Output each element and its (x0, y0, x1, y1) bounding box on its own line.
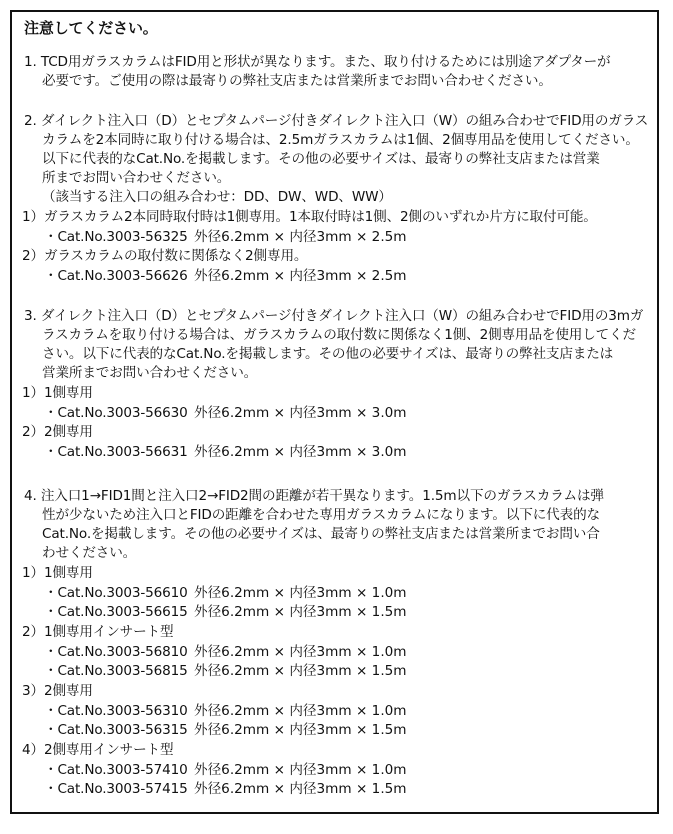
cat-number: ・Cat.No.3003-56810 (44, 644, 188, 660)
section-2-line-3: 以下に代表的なCat.No.を掲載します。その他の必要サイズは、最寄りの弊社支店または営業 (42, 151, 600, 167)
cat-number: ・Cat.No.3003-56631 (44, 444, 188, 460)
size-spec: 外径6.2mm × 内径3mm × 1.5m (194, 663, 407, 679)
notice-frame (10, 10, 659, 814)
section-2-line-2: カラムを2本同時に取り付ける場合は、2.5mガラスカラムは1個、2個専用品を使用してください。 (42, 132, 639, 148)
cat-number: ・Cat.No.3003-56815 (44, 663, 188, 679)
section-3-line-1: 3. ダイレクト注入口（D）とセプタムパージ付きダイレクト注入口（W）の組み合わせでFID用の3mガ (24, 308, 644, 324)
section-2-line-1: 2. ダイレクト注入口（D）とセプタムパージ付きダイレクト注入口（W）の組み合わせでFID用のガラス (24, 113, 649, 129)
notice-title: 注意してください。 (24, 19, 158, 37)
size-spec: 外径6.2mm × 内径3mm × 3.0m (194, 444, 407, 460)
size-spec: 外径6.2mm × 内径3mm × 3.0m (194, 405, 407, 421)
section-1-line-1: 1. TCD用ガラスカラムはFID用と形状が異なります。また、取り付けるためには別途アダプターが (24, 54, 611, 70)
cat-number: ・Cat.No.3003-56315 (44, 722, 188, 738)
size-spec: 外径6.2mm × 内径3mm × 1.5m (194, 722, 407, 738)
section-4-line-3: Cat.No.を掲載します。その他の必要サイズは、最寄りの弊社支店または営業所までお問い合 (42, 526, 600, 542)
size-spec: 外径6.2mm × 内径3mm × 2.5m (194, 229, 407, 245)
cat-number: ・Cat.No.3003-56626 (44, 268, 188, 284)
section-4-group-4-label: 4）2側専用インサート型 (22, 742, 174, 758)
size-spec: 外径6.2mm × 内径3mm × 1.5m (194, 604, 407, 620)
section-2-line-5: （該当する注入口の組み合わせ：DD、DW、WD、WW） (42, 189, 392, 205)
section-4-group-2-label: 2）1側専用インサート型 (22, 624, 174, 640)
cat-number: ・Cat.No.3003-56325 (44, 229, 188, 245)
section-3-group-2-label: 2）2側専用 (22, 424, 93, 440)
size-spec: 外径6.2mm × 内径3mm × 2.5m (194, 268, 407, 284)
cat-number: ・Cat.No.3003-56310 (44, 703, 188, 719)
cat-number: ・Cat.No.3003-56610 (44, 585, 188, 601)
size-spec: 外径6.2mm × 内径3mm × 1.0m (194, 703, 407, 719)
size-spec: 外径6.2mm × 内径3mm × 1.5m (194, 781, 407, 797)
cat-number: ・Cat.No.3003-56630 (44, 405, 188, 421)
section-4-group-1-label: 1）1側専用 (22, 565, 93, 581)
section-1-line-2: 必要です。ご使用の際は最寄りの弊社支店または営業所までお問い合わせください。 (42, 73, 552, 89)
section-2-line-4: 所までお問い合わせください。 (42, 170, 231, 186)
cat-number: ・Cat.No.3003-57410 (44, 762, 188, 778)
section-4-line-1: 4. 注入口1→FID1間と注入口2→FID2間の距離が若干異なります。1.5m以下のガラスカラムは弾 (24, 488, 604, 504)
size-spec: 外径6.2mm × 内径3mm × 1.0m (194, 762, 407, 778)
section-4-group-3-label: 3）2側専用 (22, 683, 93, 699)
section-3-group-1-label: 1）1側専用 (22, 385, 93, 401)
section-4-line-4: わせください。 (42, 545, 137, 561)
section-3-line-4: 営業所までお問い合わせください。 (42, 365, 258, 381)
section-2-group-1-label: 1）ガラスカラム2本同時取付時は1側専用。1本取付時は1側、2側のいずれか片方に取付可能。 (22, 209, 597, 225)
size-spec: 外径6.2mm × 内径3mm × 1.0m (194, 585, 407, 601)
section-2-group-2-label: 2）ガラスカラムの取付数に関係なく2側専用。 (22, 248, 308, 264)
size-spec: 外径6.2mm × 内径3mm × 1.0m (194, 644, 407, 660)
cat-number: ・Cat.No.3003-57415 (44, 781, 188, 797)
section-3-line-2: ラスカラムを取り付ける場合は、ガラスカラムの取付数に関係なく1側、2側専用品を使用してくだ (42, 327, 636, 343)
cat-number: ・Cat.No.3003-56615 (44, 604, 188, 620)
section-3-line-3: さい。以下に代表的なCat.No.を掲載します。その他の必要サイズは、最寄りの弊社支店または (42, 346, 614, 362)
section-4-line-2: 性が少ないため注入口とFIDの距離を合わせた専用ガラスカラムになります。以下に代表的な (42, 507, 600, 523)
